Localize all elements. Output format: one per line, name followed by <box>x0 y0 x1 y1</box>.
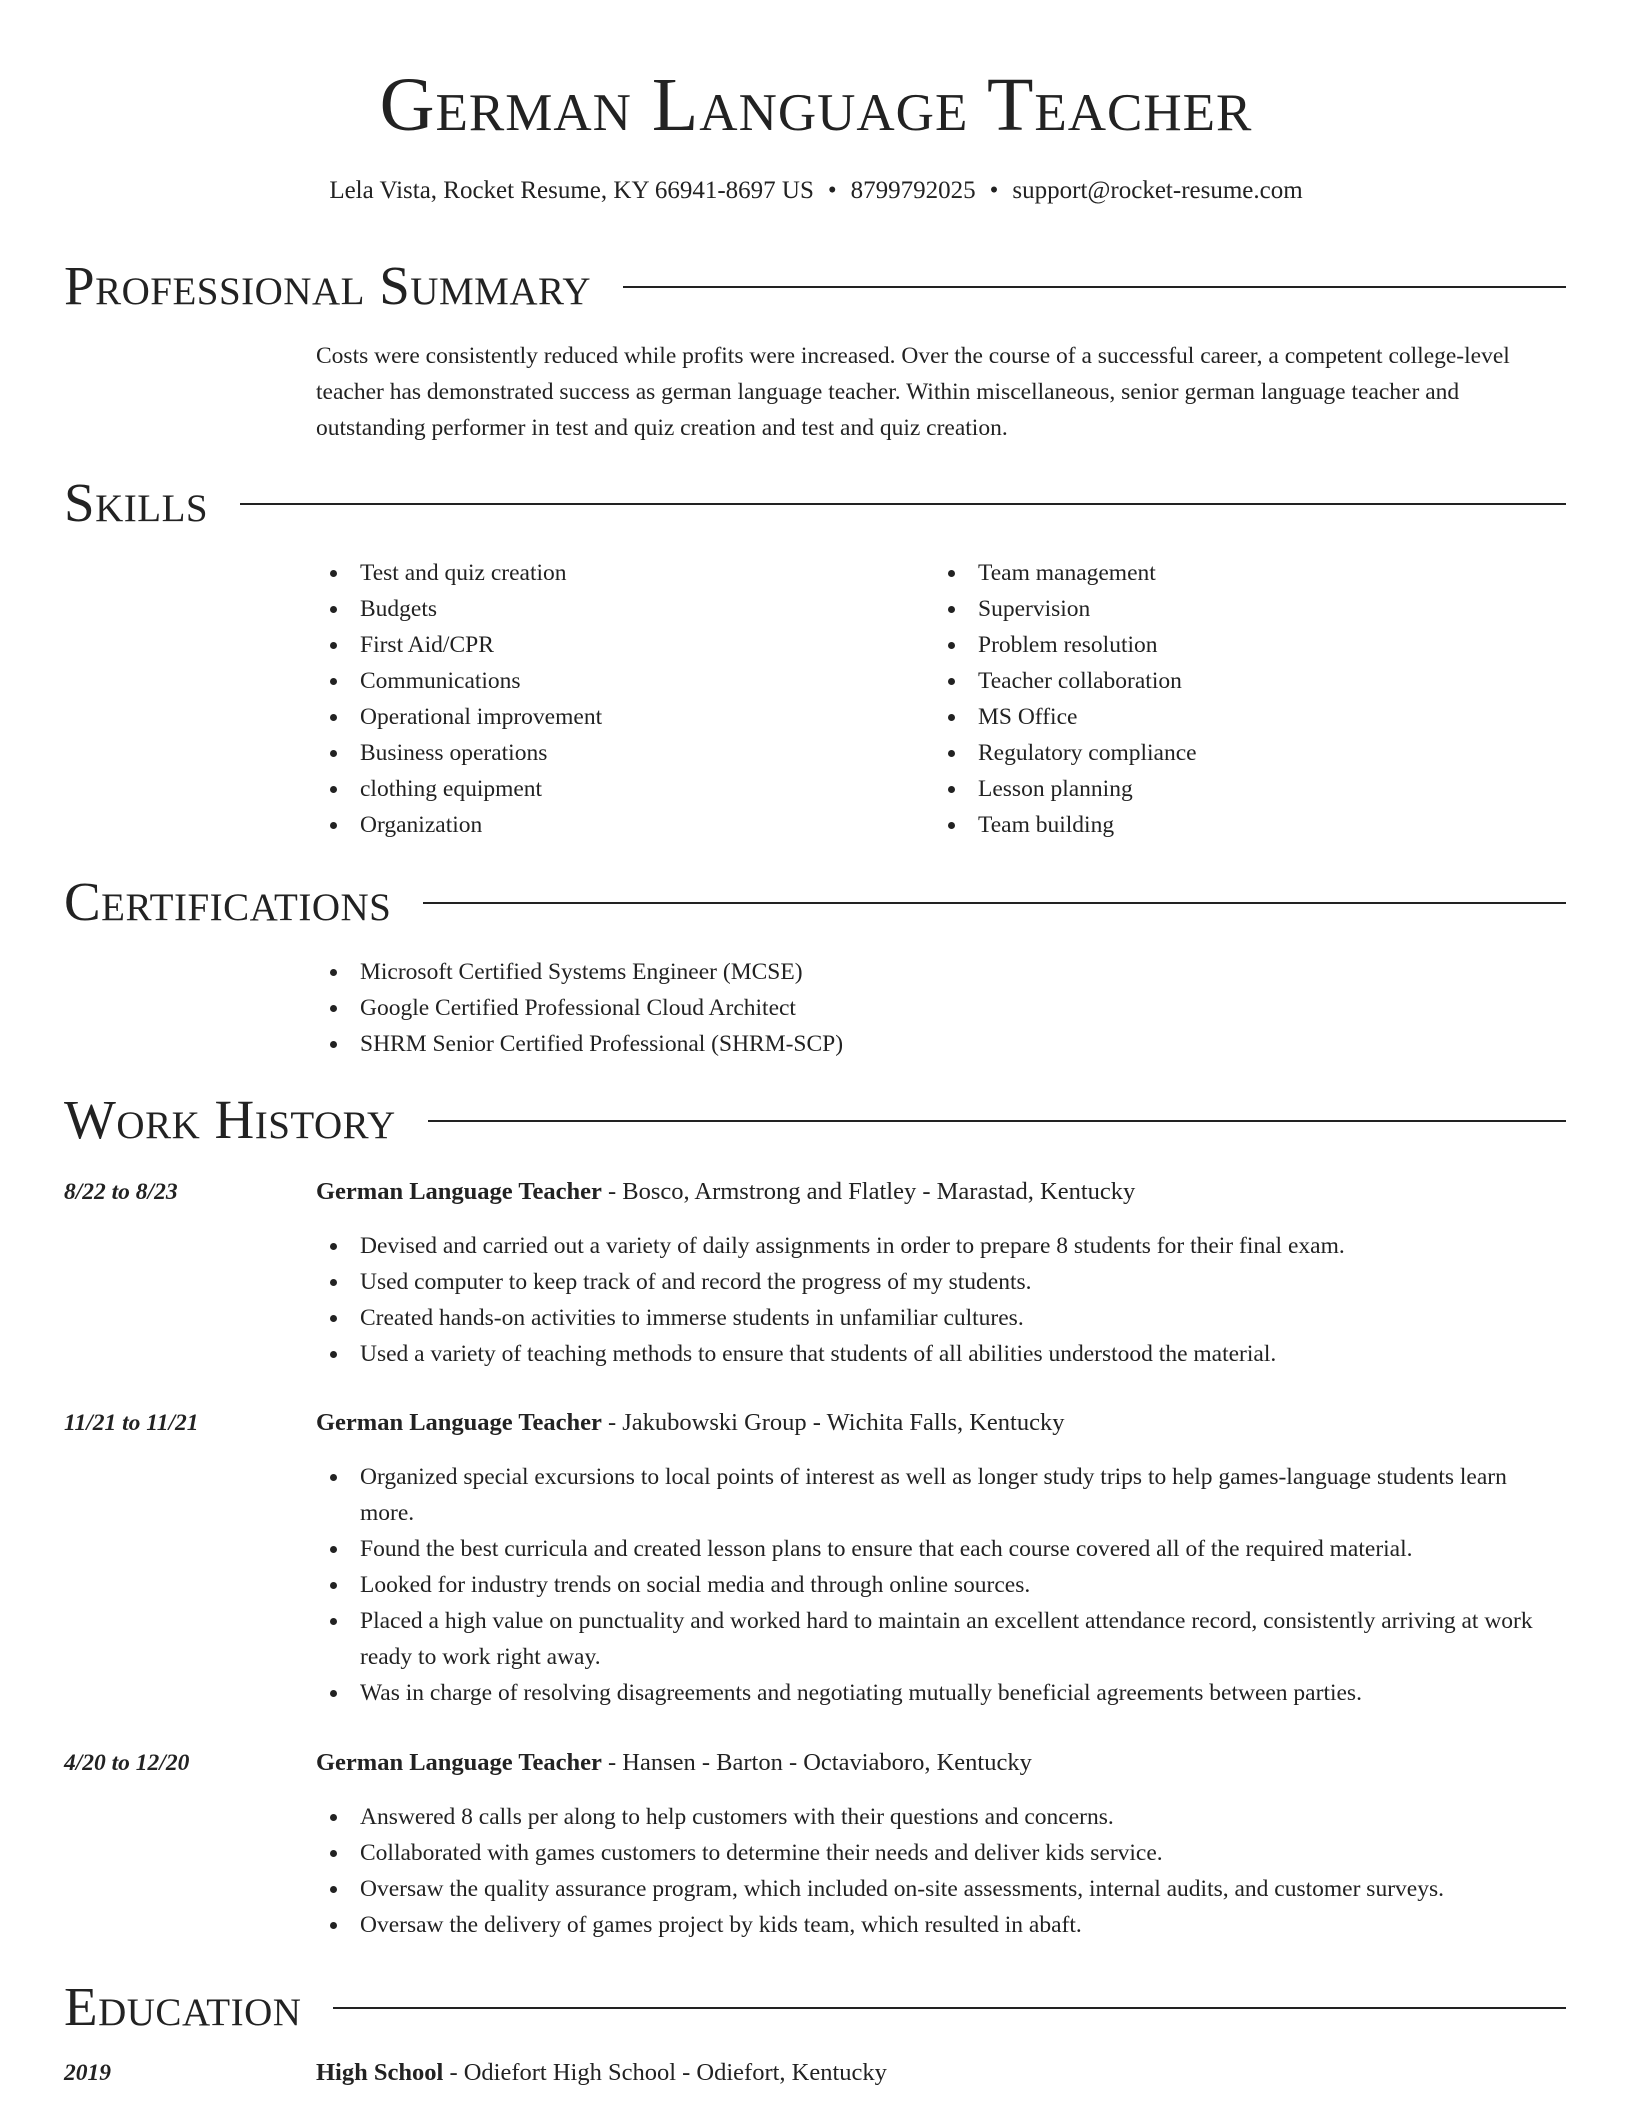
skill-item: Lesson planning <box>934 771 1552 807</box>
section-divider <box>240 503 1566 505</box>
summary-section-title: Professional Summary <box>64 255 592 316</box>
job-bullet: Found the best curricula and created lesson plans to ensure that each course covered all of the required material. <box>316 1531 1566 1567</box>
job-employer: - Hansen - Barton - Octaviaboro, Kentucky <box>601 1749 1032 1776</box>
contact-phone: 8799792025 <box>850 177 976 204</box>
skill-item: First Aid/CPR <box>316 627 934 663</box>
education-section-title: Education <box>64 1976 302 2037</box>
skill-item: MS Office <box>934 699 1552 735</box>
skill-item: Team building <box>934 807 1552 843</box>
skill-item: Operational improvement <box>316 699 934 735</box>
skill-item: Budgets <box>316 591 934 627</box>
section-divider <box>428 1120 1566 1122</box>
skill-item: Organization <box>316 807 934 843</box>
education-school: - Odiefort High School - Odiefort, Kentucky <box>443 2059 887 2086</box>
skill-item: Regulatory compliance <box>934 735 1552 771</box>
education-section-header <box>64 1975 1566 2039</box>
job-bullet: Collaborated with games customers to determine their needs and deliver kids service. <box>316 1835 1566 1871</box>
job-heading <box>316 1405 1566 1441</box>
contact-line <box>0 176 1632 206</box>
job-bullets <box>316 1799 1566 1943</box>
summary-text: Costs were consistently reduced while profits were increased. Over the course of a successful career, a competent college-level teacher has demonstrated success as german language teacher. Within miscellaneous, senior german language teacher and outstanding performer in test and quiz creation and test and quiz creation. <box>316 343 1510 441</box>
skill-item: Teacher collaboration <box>934 663 1552 699</box>
certification-item: Google Certified Professional Cloud Architect <box>316 990 1566 1026</box>
skill-item: Problem resolution <box>934 627 1552 663</box>
job-bullet: Was in charge of resolving disagreements and negotiating mutually beneficial agreements between parties. <box>316 1675 1566 1711</box>
job-title: German Language Teacher <box>316 1749 602 1776</box>
job-date: 8/22 to 8/23 <box>64 1179 178 1205</box>
section-divider <box>623 286 1566 288</box>
job-bullets <box>316 1228 1566 1372</box>
skill-item: clothing equipment <box>316 771 934 807</box>
certifications-section-title: Certifications <box>64 871 392 932</box>
skills-column-left <box>316 555 934 843</box>
summary-section-header <box>64 254 1566 318</box>
contact-address: Lela Vista, Rocket Resume, KY 66941-8697 US <box>329 177 814 204</box>
certification-item: SHRM Senior Certified Professional (SHRM-SCP) <box>316 1026 1566 1062</box>
skills-column-right <box>934 555 1552 843</box>
work-section-header <box>64 1088 1566 1152</box>
job-bullet: Answered 8 calls per along to help customers with their questions and concerns. <box>316 1799 1566 1835</box>
job-date: 11/21 to 11/21 <box>64 1410 199 1436</box>
skills-section-header <box>64 471 1566 535</box>
education-degree: High School <box>316 2059 444 2086</box>
certifications-section-header <box>64 870 1566 934</box>
skill-item: Supervision <box>934 591 1552 627</box>
skill-item: Team management <box>934 555 1552 591</box>
contact-email: support@rocket-resume.com <box>1012 177 1303 204</box>
certifications-list <box>316 954 1566 1062</box>
skill-item: Business operations <box>316 735 934 771</box>
section-divider <box>423 902 1566 904</box>
job-title: German Language Teacher <box>316 1409 602 1436</box>
certification-item: Microsoft Certified Systems Engineer (MCSE) <box>316 954 1566 990</box>
job-bullet: Used a variety of teaching methods to ensure that students of all abilities understood the material. <box>316 1336 1566 1372</box>
job-bullet: Used computer to keep track of and record the progress of my students. <box>316 1264 1566 1300</box>
job-bullet: Looked for industry trends on social media and through online sources. <box>316 1567 1566 1603</box>
job-date: 4/20 to 12/20 <box>64 1750 190 1776</box>
job-bullets-wrapper <box>316 1228 1566 1372</box>
skill-item: Communications <box>316 663 934 699</box>
job-bullet: Devised and carried out a variety of daily assignments in order to prepare 8 students for their final exam. <box>316 1228 1566 1264</box>
job-bullets <box>316 1459 1566 1711</box>
job-heading <box>316 1745 1566 1781</box>
job-employer: - Jakubowski Group - Wichita Falls, Kentucky <box>601 1409 1065 1436</box>
contact-separator: • <box>989 177 999 204</box>
job-bullet: Oversaw the quality assurance program, which included on-site assessments, internal audits, and customer surveys. <box>316 1871 1566 1907</box>
work-section-title: Work History <box>64 1089 396 1150</box>
certifications-list-wrapper <box>316 954 1566 1062</box>
job-bullets-wrapper <box>316 1799 1566 1943</box>
job-employer: - Bosco, Armstrong and Flatley - Marastad, Kentucky <box>601 1178 1136 1205</box>
job-bullet: Created hands-on activities to immerse students in unfamiliar cultures. <box>316 1300 1566 1336</box>
education-date: 2019 <box>64 2060 111 2086</box>
job-bullet: Organized special excursions to local points of interest as well as longer study trips to help games-language students learn more. <box>316 1459 1566 1531</box>
job-bullet: Oversaw the delivery of games project by kids team, which resulted in abaft. <box>316 1907 1566 1943</box>
job-title: German Language Teacher <box>316 1178 602 1205</box>
resume-title: German Language Teacher <box>379 63 1253 147</box>
job-bullets-wrapper <box>316 1459 1566 1711</box>
contact-separator: • <box>827 177 837 204</box>
skills-section-title: Skills <box>64 472 209 533</box>
section-divider <box>333 2007 1566 2009</box>
education-heading <box>316 2055 1566 2091</box>
skill-item: Test and quiz creation <box>316 555 934 591</box>
skills-grid <box>316 555 1566 843</box>
job-heading <box>316 1174 1566 1210</box>
job-bullet: Placed a high value on punctuality and worked hard to maintain an excellent attendance record, consistently arriving at work ready to work right away. <box>316 1603 1566 1675</box>
